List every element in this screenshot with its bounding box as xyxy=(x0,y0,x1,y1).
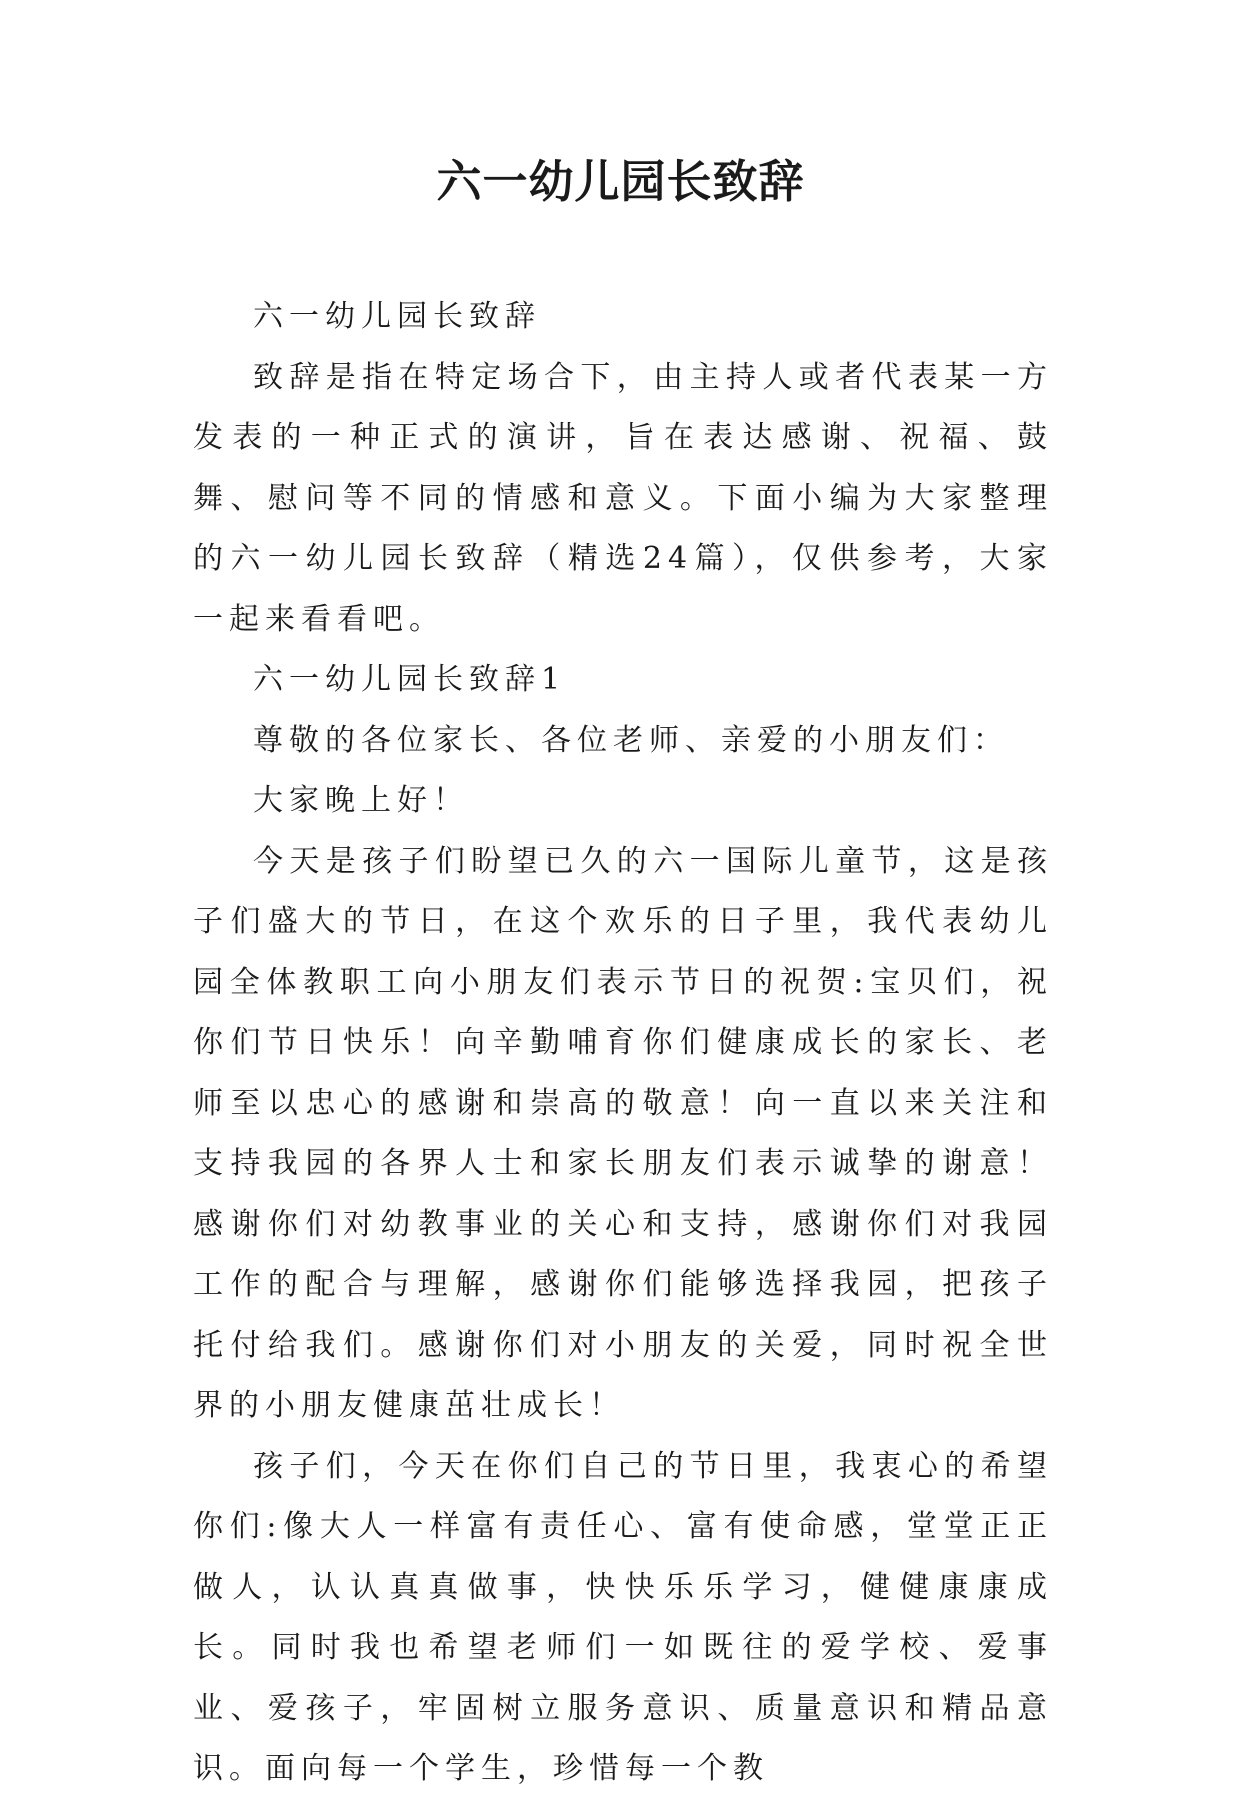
paragraph-salutation: 尊敬的各位家长、各位老师、亲爱的小朋友们： xyxy=(253,722,1009,758)
document-body xyxy=(193,287,1053,1800)
paragraph-heading: 六一幼儿园长致辞 xyxy=(253,299,541,334)
paragraph-section-title: 六一幼儿园长致辞1 xyxy=(253,662,567,697)
paragraph-body: 今天是孩子们盼望已久的六一国际儿童节，这是孩子们盛大的节日，在这个欢乐的日子里，我代表幼儿园全体教职工向小朋友们表示节日的祝贺:宝贝们，祝你们节日快乐！向辛勤哺育你们健康成长的家长、老师至以忠心的感谢和崇高的敬意！向一直以来关注和支持我园的各界人士和家长朋友们表示诚挚的谢意！感谢你们对幼教事业的关心和支持，感谢你们对我园工作的配合与理解，感谢你们能够选择我园，把孩子托付给我们。感谢你们对小朋友的关爱，同时祝全世界的小朋友健康茁壮成长！ xyxy=(193,843,1053,1423)
paragraph-intro: 致辞是指在特定场合下，由主持人或者代表某一方发表的一种正式的演讲，旨在表达感谢、祝福、鼓舞、慰问等不同的情感和意义。下面小编为大家整理的六一幼儿园长致辞（精选24篇），仅供参考，大家一起来看看吧。 xyxy=(193,359,1053,637)
paragraph-body: 孩子们，今天在你们自己的节日里，我衷心的希望你们:像大人一样富有责任心、富有使命感，堂堂正正做人，认认真真做事，快快乐乐学习，健健康康成长。同时我也希望老师们一如既往的爱学校、爱事业、爱孩子，牢固树立服务意识、质量意识和精品意识。面向每一个学生，珍惜每一个教 xyxy=(193,1448,1053,1786)
paragraph-greeting: 大家晚上好！ xyxy=(253,783,469,818)
document-title: 六一幼儿园长致辞 xyxy=(436,155,805,208)
